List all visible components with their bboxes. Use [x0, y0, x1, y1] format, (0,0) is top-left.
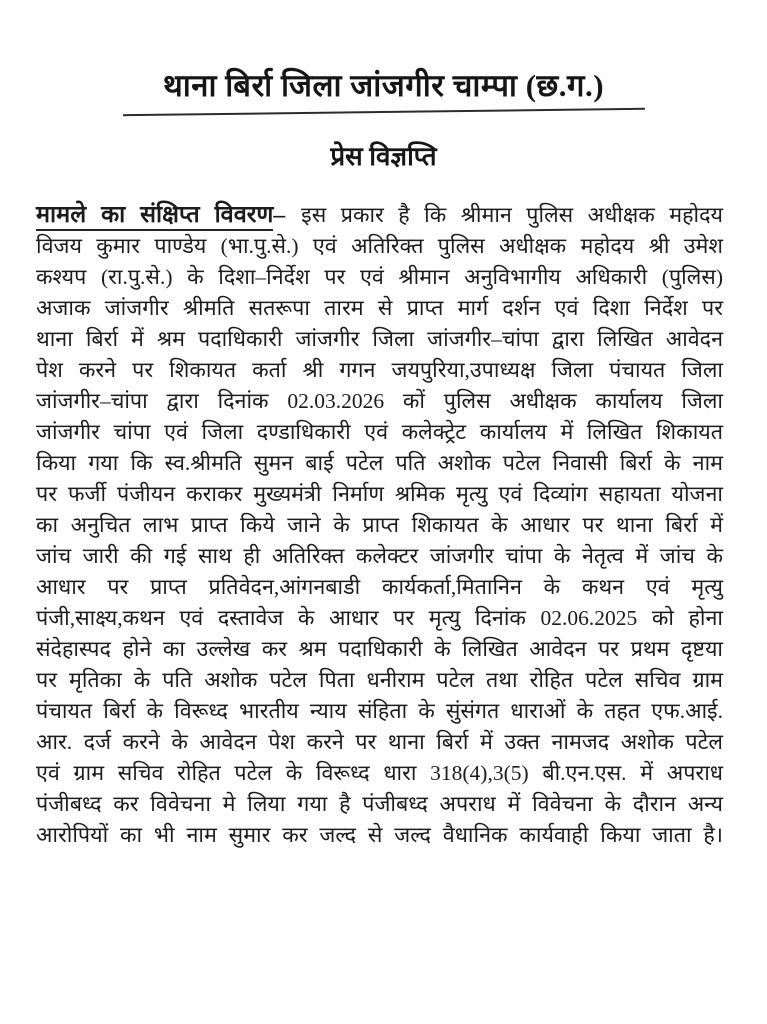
document-header — [0, 0, 767, 173]
body-line — [36, 448, 723, 479]
body-line — [36, 479, 723, 510]
body-line — [36, 603, 723, 634]
body-line — [36, 200, 723, 231]
case-summary-dash: – — [273, 202, 286, 228]
body-line — [36, 572, 723, 603]
page-title: थाना बिर्रा जिला जांजगीर चाम्पा (छ.ग.) — [162, 68, 605, 103]
body-line-text: पंजीबध्द कर विवेचना मे लिया गया है पंजीबध्द अपराध में विवेचना के दौरान अन्य — [36, 792, 723, 816]
body-line — [36, 789, 723, 820]
body-line-text: आरोपियों का भी नाम सुमार कर जल्द से जल्द वैधानिक कार्यवाही किया जाता है। — [36, 823, 723, 847]
body-line-text: जांजगीर–चांपा द्वारा दिनांक 02.03.2026 कों पुलिस अधीक्षक कार्यालय जिला — [36, 389, 723, 413]
body-line — [36, 758, 723, 789]
body-line — [36, 727, 723, 758]
body-line-text: संदेहास्पद होने का उल्लेख कर श्रम पदाधिकारी के लिखित आवेदन पर प्रथम दृष्टया — [36, 637, 723, 661]
body-line — [36, 293, 723, 324]
body-line-text: किया गया कि स्व.श्रीमति सुमन बाई पटेल पति अशोक पटेल निवासी बिर्रा के नाम — [36, 451, 723, 475]
body-line-text: पंचायत बिर्रा के विरूध्द भारतीय न्याय संहिता के सुंसंगत धाराओं के तहत एफ.आई. — [36, 699, 723, 723]
body-line — [36, 634, 723, 665]
body-line-text: पर फर्जी पंजीयन कराकर मुख्यमंत्री निर्माण श्रमिक मृत्यु एवं दिव्यांग सहायता योजना — [36, 482, 723, 506]
body-line-text: विजय कुमार पाण्डेय (भा.पु.से.) एवं अतिरिक्त पुलिस अधीक्षक महोदय श्री उमेश — [36, 234, 723, 258]
body-line-text: का अनुचित लाभ प्राप्त किये जाने के प्राप्त शिकायत के आधार पर थाना बिर्रा में — [36, 513, 723, 537]
body-line-text: पेश करने पर शिकायत कर्ता श्री गगन जयपुरिया,उपाध्यक्ष जिला पंचायत जिला — [36, 358, 723, 382]
body-line-text: थाना बिर्रा में श्रम पदाधिकारी जांजगीर जिला जांजगीर–चांपा द्वारा लिखित आवेदन — [36, 327, 723, 351]
body-line-text: पर मृतिका के पति अशोक पटेल पिता धनीराम पटेल तथा रोहित पटेल सचिव ग्राम — [36, 668, 723, 692]
body-line-text: जांच जारी की गई साथ ही अतिरिक्त कलेक्टर जांजगीर चांपा के नेतृत्व में जांच के — [36, 544, 723, 568]
body-line — [36, 262, 723, 293]
case-summary-label: मामले का संक्षिप्त विवरण — [36, 202, 273, 231]
body-line — [36, 820, 723, 851]
case-summary-heading — [36, 203, 285, 227]
press-note-body — [36, 200, 723, 851]
title-underline — [123, 108, 645, 116]
body-line — [36, 324, 723, 355]
body-line — [36, 696, 723, 727]
body-line-text: जांजगीर चांपा एवं जिला दण्डाधिकारी एवं कलेक्ट्रेट कार्यालय में लिखित शिकायत — [36, 420, 723, 444]
page-subtitle: प्रेस विज्ञप्ति — [330, 142, 437, 171]
body-line — [36, 231, 723, 262]
body-line-text: इस प्रकार है कि श्रीमान पुलिस अधीक्षक महोदय — [301, 203, 723, 227]
body-line — [36, 386, 723, 417]
body-line — [36, 665, 723, 696]
body-line-text: अजाक जांजगीर श्रीमति सतरूपा तारम से प्राप्त मार्ग दर्शन एवं दिशा निर्देश पर — [36, 296, 723, 320]
body-line-text: एवं ग्राम सचिव रोहित पटेल के विरूध्द धारा 318(4),3(5) बी.एन.एस. में अपराध — [36, 761, 723, 785]
body-line-text: पंजी,साक्ष्य,कथन एवं दस्तावेज के आधार पर मृत्यु दिनांक 02.06.2025 को होना — [36, 606, 723, 630]
body-line-text: आधार पर प्राप्त प्रतिवेदन,आंगनबाडी कार्यकर्ता,मितानिन के कथन एवं मृत्यु — [36, 575, 723, 599]
body-line — [36, 417, 723, 448]
body-line — [36, 510, 723, 541]
body-line — [36, 355, 723, 386]
body-line-text: आर. दर्ज करने के आवेदन पेश करने पर थाना बिर्रा में उक्त नामजद अशोक पटेल — [36, 730, 723, 754]
body-line-text: कश्यप (रा.पु.से.) के दिशा–निर्देश पर एवं श्रीमान अनुविभागीय अधिकारी (पुलिस) — [36, 265, 723, 289]
body-line — [36, 541, 723, 572]
